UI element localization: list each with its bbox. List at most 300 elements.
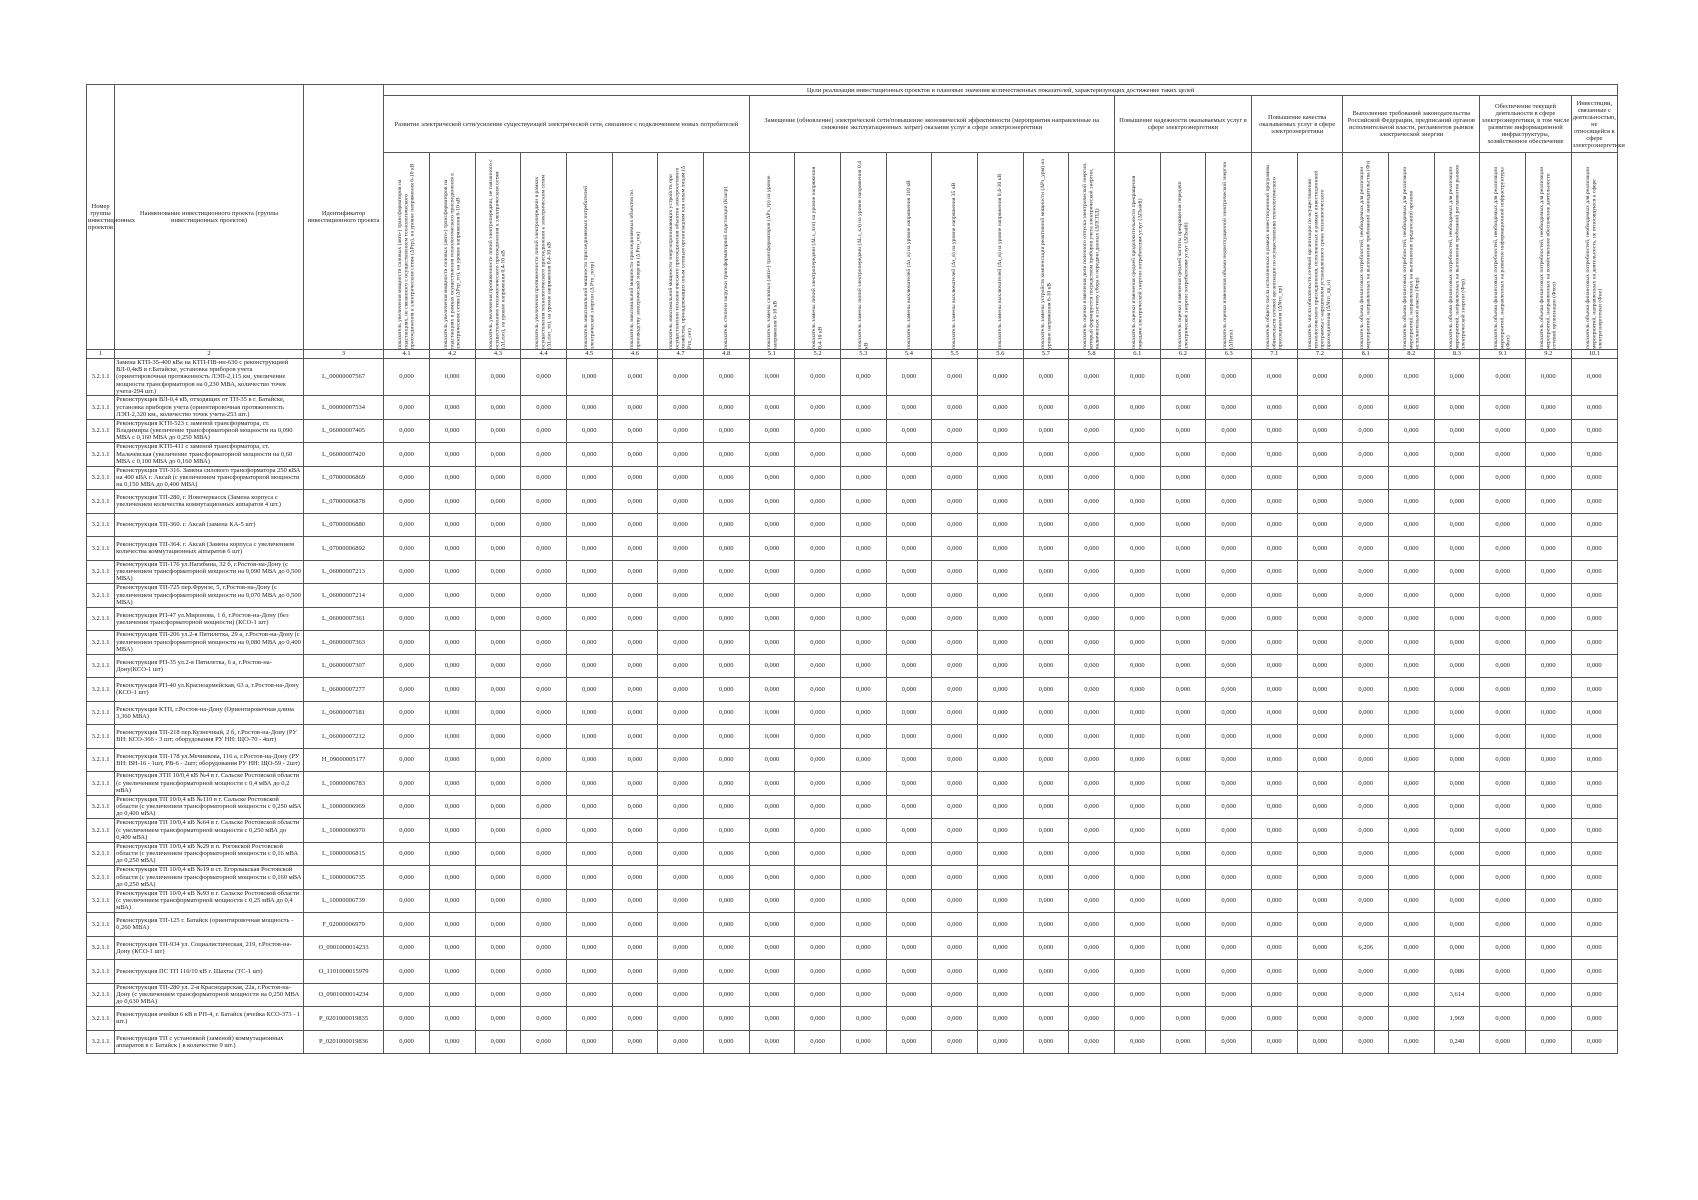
indicator-value-cell: 0,000 — [658, 513, 704, 537]
indicator-value-cell: 0,000 — [1069, 419, 1115, 443]
indicator-value-cell: 0,000 — [886, 631, 932, 655]
indicator-value-cell: 0,000 — [703, 889, 749, 913]
indicator-value-cell: 0,000 — [658, 748, 704, 772]
indicator-value-cell: 0,000 — [1297, 359, 1343, 396]
column-number: 5.5 — [932, 350, 978, 359]
indicator-value-cell: 0,000 — [749, 443, 795, 467]
indicator-value-cell: 0,000 — [429, 725, 475, 749]
indicator-value-cell: 0,000 — [703, 842, 749, 866]
indicator-value-cell: 0,000 — [612, 359, 658, 396]
indicator-value-cell: 0,000 — [1480, 654, 1526, 678]
indicator-value-cell: 0,000 — [749, 936, 795, 960]
indicator-value-cell: 0,000 — [1251, 537, 1297, 561]
indicator-value-cell: 0,000 — [977, 419, 1023, 443]
indicator-value-cell: 0,000 — [566, 490, 612, 514]
indicator-value-cell: 0,000 — [932, 396, 978, 420]
indicator-value-cell: 0,000 — [1206, 419, 1252, 443]
group-number-cell: 3.2.1.1 — [87, 607, 115, 631]
indicator-value-cell: 0,000 — [612, 560, 658, 584]
indicator-value-cell: 0,000 — [1069, 654, 1115, 678]
indicator-label: показатель замены линий электропередачи (ΔLз_кл) на уровне напряжения 0,4 кВ — [856, 161, 870, 349]
indicator-value-cell: 0,000 — [977, 584, 1023, 608]
indicator-value-cell: 0,000 — [1343, 748, 1389, 772]
indicator-value-cell: 0,000 — [1388, 866, 1434, 890]
goal-group-header: Обеспечение текущей деятельности в сфере электроэнергетики, в том числе развитие информационной инфраструктуры, хозяйственное обеспечение — [1480, 96, 1571, 153]
indicator-value-cell: 0,000 — [475, 842, 521, 866]
column-number: 5.6 — [977, 350, 1023, 359]
indicator-value-cell: 0,000 — [1160, 631, 1206, 655]
indicator-value-cell: 0,000 — [1023, 748, 1069, 772]
indicator-value-cell: 0,000 — [475, 607, 521, 631]
indicator-value-cell: 0,000 — [521, 819, 567, 843]
indicator-value-cell: 0,000 — [429, 654, 475, 678]
indicator-value-cell: 0,000 — [612, 513, 658, 537]
indicator-header — [429, 153, 475, 350]
indicator-value-cell: 0,000 — [612, 396, 658, 420]
indicator-value-cell: 0,000 — [612, 819, 658, 843]
indicator-value-cell: 0,000 — [1388, 960, 1434, 984]
indicator-value-cell: 0,000 — [1206, 725, 1252, 749]
indicator-value-cell: 0,000 — [429, 419, 475, 443]
project-name-cell: Реконструкция ТП-218 пер.Кузнечный, 2 б, г.Ростов-на-Дону (РУ ВН: КСО-366 - 3 шт; оборудования РУ НН: ЩО-70 - 4шт) — [115, 725, 304, 749]
indicator-value-cell: 0,000 — [1251, 443, 1297, 467]
indicator-value-cell: 0,000 — [475, 419, 521, 443]
indicator-value-cell: 0,000 — [977, 678, 1023, 702]
indicator-value-cell: 0,000 — [429, 913, 475, 937]
indicator-value-cell: 0,000 — [703, 936, 749, 960]
indicator-value-cell: 0,000 — [521, 359, 567, 396]
indicator-value-cell: 0,000 — [566, 654, 612, 678]
indicator-value-cell: 0,000 — [612, 960, 658, 984]
group-number-cell: 3.2.1.1 — [87, 819, 115, 843]
indicator-value-cell: 0,000 — [566, 513, 612, 537]
indicator-value-cell: 0,000 — [749, 490, 795, 514]
indicator-value-cell: 0,000 — [1526, 359, 1572, 396]
indicator-value-cell: 0,000 — [1069, 607, 1115, 631]
indicator-value-cell: 0,000 — [795, 889, 841, 913]
indicator-value-cell: 0,000 — [749, 537, 795, 561]
indicator-value-cell: 0,000 — [1388, 983, 1434, 1007]
group-number-cell: 3.2.1.1 — [87, 936, 115, 960]
indicator-value-cell: 0,000 — [1297, 913, 1343, 937]
indicator-value-cell: 0,000 — [475, 889, 521, 913]
indicator-value-cell: 0,000 — [384, 654, 430, 678]
indicator-value-cell: 0,000 — [429, 819, 475, 843]
table-row — [87, 960, 1618, 984]
indicator-value-cell: 0,000 — [1023, 607, 1069, 631]
indicator-value-cell: 0,000 — [1388, 560, 1434, 584]
indicator-value-cell: 0,000 — [1526, 772, 1572, 796]
column-number: 8.1 — [1343, 350, 1389, 359]
indicator-value-cell: 0,000 — [612, 913, 658, 937]
indicator-value-cell: 0,000 — [703, 983, 749, 1007]
project-name-cell: Реконструкция РП-40 ул.Красноармейская, 63 а, г.Ростов-на-Дону (КСО-1 шт) — [115, 678, 304, 702]
indicator-value-cell: 0,000 — [1251, 936, 1297, 960]
column-number: 5.7 — [1023, 350, 1069, 359]
indicator-value-cell: 0,000 — [1434, 560, 1480, 584]
investment-table-sheet — [86, 84, 1625, 1054]
indicator-value-cell: 0,000 — [932, 1007, 978, 1031]
indicator-value-cell: 0,000 — [1206, 795, 1252, 819]
indicator-label: показатель оценки изменения средней частоты прекращения передачи электрической энергии потребителям услуг (ΔПsaifi) — [1176, 181, 1189, 349]
indicator-value-cell: 0,000 — [1480, 359, 1526, 396]
table-row — [87, 443, 1618, 467]
indicator-value-cell: 1,969 — [1434, 1007, 1480, 1031]
indicator-value-cell: 0,000 — [384, 795, 430, 819]
indicator-value-cell: 0,000 — [1434, 842, 1480, 866]
indicator-value-cell: 0,000 — [1388, 490, 1434, 514]
indicator-value-cell: 0,000 — [475, 678, 521, 702]
indicator-value-cell: 0,000 — [1251, 513, 1297, 537]
indicator-value-cell: 0,000 — [1023, 1030, 1069, 1054]
indicator-value-cell: 0,000 — [749, 1007, 795, 1031]
indicator-value-cell: 0,000 — [749, 819, 795, 843]
project-id-cell: O_1101000015979 — [303, 960, 383, 984]
group-number-cell: 3.2.1.1 — [87, 678, 115, 702]
indicator-value-cell: 0,000 — [1480, 819, 1526, 843]
indicator-value-cell: 0,000 — [1480, 419, 1526, 443]
project-name-cell: Реконструкция ТП-176 ул.Нагибина, 32 б, г.Ростов-на-Дону (с увеличением трансформаторной мощности на 0,090 МВА до 0,500 МВА) — [115, 560, 304, 584]
indicator-value-cell: 0,000 — [475, 725, 521, 749]
project-id-cell: L_10000006735 — [303, 866, 383, 890]
indicator-value-cell: 0,000 — [886, 819, 932, 843]
indicator-value-cell: 0,000 — [749, 889, 795, 913]
indicator-value-cell: 0,000 — [749, 842, 795, 866]
column-number: 8.3 — [1434, 350, 1480, 359]
indicator-value-cell: 0,000 — [1206, 443, 1252, 467]
indicator-value-cell: 0,000 — [1434, 396, 1480, 420]
indicator-value-cell: 0,000 — [1343, 631, 1389, 655]
indicator-value-cell: 0,000 — [1388, 701, 1434, 725]
indicator-value-cell: 0,000 — [612, 466, 658, 490]
indicator-value-cell: 0,000 — [1526, 1030, 1572, 1054]
indicator-value-cell: 0,000 — [475, 866, 521, 890]
table-row — [87, 560, 1618, 584]
indicator-value-cell: 0,000 — [1388, 607, 1434, 631]
indicator-value-cell: 0,000 — [932, 960, 978, 984]
indicator-header — [1251, 153, 1297, 350]
indicator-value-cell: 0,000 — [1160, 748, 1206, 772]
indicator-value-cell: 0,000 — [475, 960, 521, 984]
indicator-value-cell: 0,000 — [1480, 936, 1526, 960]
indicator-value-cell: 0,000 — [1023, 560, 1069, 584]
column-number: 9.2 — [1526, 350, 1572, 359]
indicator-value-cell: 0,000 — [1251, 631, 1297, 655]
indicator-value-cell: 0,000 — [840, 983, 886, 1007]
indicator-value-cell: 0,000 — [429, 772, 475, 796]
group-number-cell: 3.2.1.1 — [87, 654, 115, 678]
indicator-value-cell: 0,000 — [1343, 795, 1389, 819]
group-number-cell: 3.2.1.1 — [87, 960, 115, 984]
indicator-value-cell: 0,000 — [795, 490, 841, 514]
indicator-value-cell: 0,000 — [1160, 419, 1206, 443]
indicator-value-cell: 0,000 — [886, 866, 932, 890]
indicator-value-cell: 0,000 — [521, 725, 567, 749]
indicator-label: показатель замены силовых (авто-) трансформаторов (ΔPз_тр) на уровне напряжения 6-10 кВ — [765, 175, 778, 349]
indicator-value-cell: 0,000 — [658, 631, 704, 655]
indicator-value-cell: 0,000 — [795, 701, 841, 725]
group-number-header: Номер группы инвестиционных проектов — [87, 85, 115, 350]
indicator-value-cell: 0,000 — [1160, 560, 1206, 584]
indicator-value-cell: 0,000 — [1343, 359, 1389, 396]
indicator-value-cell: 0,000 — [1069, 889, 1115, 913]
indicator-value-cell: 0,000 — [1251, 466, 1297, 490]
indicator-value-cell: 0,000 — [977, 654, 1023, 678]
group-number-cell: 3.2.1.1 — [87, 701, 115, 725]
indicator-value-cell: 0,000 — [521, 795, 567, 819]
indicator-value-cell: 0,000 — [1114, 654, 1160, 678]
table-row — [87, 607, 1618, 631]
indicator-value-cell: 0,000 — [1343, 983, 1389, 1007]
indicator-value-cell: 0,000 — [1571, 701, 1617, 725]
indicator-header — [1343, 153, 1389, 350]
indicator-value-cell: 0,000 — [1480, 960, 1526, 984]
indicator-value-cell: 0,000 — [1160, 866, 1206, 890]
indicator-value-cell: 0,000 — [795, 960, 841, 984]
indicator-value-cell: 0,000 — [1206, 396, 1252, 420]
indicator-value-cell: 0,000 — [1297, 842, 1343, 866]
indicator-value-cell: 0,000 — [429, 936, 475, 960]
indicator-value-cell: 0,000 — [1434, 631, 1480, 655]
indicator-value-cell: 0,000 — [977, 537, 1023, 561]
indicator-value-cell: 0,000 — [795, 1030, 841, 1054]
indicator-value-cell: 0,000 — [932, 866, 978, 890]
indicator-value-cell: 0,000 — [840, 889, 886, 913]
indicator-value-cell: 0,000 — [1023, 913, 1069, 937]
indicator-value-cell: 0,000 — [1571, 359, 1617, 396]
indicator-value-cell: 0,000 — [566, 560, 612, 584]
indicator-value-cell: 0,000 — [886, 1007, 932, 1031]
indicator-value-cell: 0,000 — [658, 701, 704, 725]
indicator-value-cell: 0,000 — [1571, 819, 1617, 843]
indicator-value-cell: 0,000 — [1480, 772, 1526, 796]
indicator-value-cell: 0,000 — [566, 701, 612, 725]
indicator-value-cell: 0,000 — [703, 678, 749, 702]
indicator-value-cell: 0,000 — [932, 913, 978, 937]
indicator-value-cell: 0,000 — [1571, 419, 1617, 443]
indicator-value-cell: 0,000 — [658, 795, 704, 819]
indicator-value-cell: 0,000 — [1023, 725, 1069, 749]
indicator-value-cell: 0,000 — [1206, 466, 1252, 490]
indicator-value-cell: 0,000 — [1388, 513, 1434, 537]
indicator-value-cell: 0,000 — [1571, 513, 1617, 537]
indicator-value-cell: 0,000 — [1526, 1007, 1572, 1031]
indicator-value-cell: 0,000 — [384, 842, 430, 866]
group-number-cell: 3.2.1.1 — [87, 748, 115, 772]
indicator-value-cell: 0,000 — [1526, 795, 1572, 819]
indicator-value-cell: 0,000 — [932, 654, 978, 678]
indicator-value-cell: 0,000 — [1526, 584, 1572, 608]
indicator-value-cell: 0,000 — [1480, 396, 1526, 420]
indicator-value-cell: 0,000 — [840, 772, 886, 796]
column-number: 9.1 — [1480, 350, 1526, 359]
indicator-value-cell: 0,000 — [612, 701, 658, 725]
project-id-cell: L_10000006970 — [303, 819, 383, 843]
indicator-value-cell: 0,000 — [566, 936, 612, 960]
group-number-cell: 3.2.1.1 — [87, 1030, 115, 1054]
indicator-value-cell: 0,000 — [1160, 795, 1206, 819]
indicator-value-cell: 0,000 — [612, 1007, 658, 1031]
indicator-value-cell: 0,000 — [1388, 772, 1434, 796]
indicator-value-cell: 0,000 — [795, 983, 841, 1007]
indicator-value-cell: 0,000 — [1297, 584, 1343, 608]
indicator-label: показатель объема финансовых потребностей, необходимых для реализации мероприятий, направленных на выполнение требований законодательства (Фз) — [1359, 160, 1372, 349]
indicator-value-cell: 0,000 — [1571, 889, 1617, 913]
indicator-value-cell: 0,000 — [1571, 936, 1617, 960]
indicator-value-cell: 0,000 — [1480, 607, 1526, 631]
indicator-value-cell: 0,000 — [795, 654, 841, 678]
indicator-value-cell: 0,000 — [1480, 866, 1526, 890]
indicator-value-cell: 0,000 — [703, 396, 749, 420]
indicator-value-cell: 0,000 — [840, 725, 886, 749]
indicator-value-cell: 0,000 — [384, 748, 430, 772]
indicator-value-cell: 0,000 — [932, 490, 978, 514]
indicator-label: показатель максимальной мощности энергопринимающих устройств при осуществлении технологического присоединения объектов электросетевого хозяйства, принадлежащих иным сетевым организациям или иным лицам (Δ Ртп_сет) — [667, 166, 693, 349]
indicator-value-cell: 0,000 — [521, 654, 567, 678]
indicator-value-cell: 0,000 — [658, 560, 704, 584]
indicator-label: показатель общего числа исполненных в рамках инвестиционной программы обязательств сетевой организации по осуществлению технологического присоединения (ΔNтп_пр) — [1264, 164, 1284, 349]
indicator-value-cell: 0,000 — [521, 748, 567, 772]
indicator-value-cell: 0,000 — [1571, 795, 1617, 819]
indicator-value-cell: 0,000 — [1160, 842, 1206, 866]
indicator-value-cell: 0,000 — [612, 842, 658, 866]
indicator-value-cell: 0,000 — [1160, 678, 1206, 702]
indicator-value-cell: 0,000 — [1526, 466, 1572, 490]
indicator-value-cell: 0,000 — [1114, 537, 1160, 561]
indicator-value-cell: 0,000 — [1343, 513, 1389, 537]
indicator-value-cell: 0,000 — [1160, 936, 1206, 960]
indicator-value-cell: 0,000 — [840, 466, 886, 490]
indicator-value-cell: 0,000 — [932, 631, 978, 655]
indicator-label: показатель увеличения протяженности линий электропередачи в рамках осуществления технологического присоединения к электрическим сетям (ΔLлэп_тп), на уровне напряжения 0,4-10 кВ — [534, 174, 553, 349]
indicator-value-cell: 0,000 — [977, 466, 1023, 490]
project-id-cell: L_07000006869 — [303, 466, 383, 490]
indicator-value-cell: 0,000 — [1206, 701, 1252, 725]
indicator-value-cell: 0,000 — [658, 466, 704, 490]
indicator-value-cell: 0,000 — [1343, 584, 1389, 608]
indicator-value-cell: 0,000 — [1571, 748, 1617, 772]
indicator-value-cell: 0,000 — [795, 725, 841, 749]
indicator-value-cell: 0,000 — [886, 359, 932, 396]
indicator-value-cell: 0,000 — [1069, 631, 1115, 655]
indicator-value-cell: 0,000 — [1251, 913, 1297, 937]
indicator-value-cell: 0,000 — [658, 866, 704, 890]
indicator-value-cell: 0,000 — [1069, 819, 1115, 843]
indicator-value-cell: 0,000 — [384, 1030, 430, 1054]
indicator-value-cell: 0,000 — [1480, 889, 1526, 913]
indicator-value-cell: 0,000 — [612, 419, 658, 443]
indicator-value-cell: 0,000 — [1480, 1007, 1526, 1031]
indicator-value-cell: 0,000 — [1526, 913, 1572, 937]
indicator-value-cell: 0,000 — [886, 419, 932, 443]
indicator-value-cell: 0,000 — [1160, 396, 1206, 420]
indicator-header — [1297, 153, 1343, 350]
indicator-value-cell: 0,000 — [1114, 466, 1160, 490]
indicator-value-cell: 0,000 — [840, 443, 886, 467]
indicator-value-cell: 0,000 — [521, 842, 567, 866]
indicator-value-cell: 0,000 — [1206, 889, 1252, 913]
indicator-value-cell: 0,000 — [977, 748, 1023, 772]
indicator-header — [566, 153, 612, 350]
indicator-value-cell: 0,000 — [1343, 819, 1389, 843]
project-name-cell: Реконструкция ТП 10/0,4 кВ №64 в г. Сальске Ростовской области (с увеличением трансформаторной мощности с 0,250 мВА до 0,400 мВА) — [115, 819, 304, 843]
indicator-value-cell: 0,000 — [1526, 419, 1572, 443]
indicator-value-cell: 0,000 — [429, 842, 475, 866]
indicator-value-cell: 0,000 — [932, 1030, 978, 1054]
indicator-value-cell: 0,000 — [1571, 960, 1617, 984]
indicator-value-cell: 0,000 — [886, 889, 932, 913]
indicator-value-cell: 0,000 — [1526, 560, 1572, 584]
indicator-value-cell: 0,000 — [1434, 701, 1480, 725]
indicator-value-cell: 0,000 — [932, 983, 978, 1007]
indicator-value-cell: 0,000 — [749, 866, 795, 890]
indicator-value-cell: 0,000 — [521, 607, 567, 631]
indicator-label: показатель объема финансовых потребностей, необходимых для реализации мероприятий, направленных на выполнение требований регламентов рынков электрической энергии (Фтр) — [1447, 165, 1467, 349]
indicator-value-cell: 0,000 — [1571, 654, 1617, 678]
indicator-value-cell: 0,000 — [1526, 490, 1572, 514]
indicator-value-cell: 0,000 — [1388, 795, 1434, 819]
indicator-value-cell: 0,000 — [749, 960, 795, 984]
indicator-value-cell: 0,000 — [1114, 443, 1160, 467]
project-name-cell: Реконструкция ЗТП 10/0,4 кВ №4 в г. Сальске Ростовской области (с увеличением трансформаторной мощности с 0,4 мВА до 0,2 мВА) — [115, 772, 304, 796]
project-id-cell: L_06000007361 — [303, 607, 383, 631]
indicator-value-cell: 0,000 — [1069, 866, 1115, 890]
indicator-header — [795, 153, 841, 350]
indicator-value-cell: 0,000 — [566, 819, 612, 843]
indicator-value-cell: 0,000 — [475, 748, 521, 772]
indicator-value-cell: 0,000 — [658, 537, 704, 561]
indicator-value-cell: 0,000 — [1206, 654, 1252, 678]
column-number: 10.1 — [1571, 350, 1617, 359]
indicator-value-cell: 0,000 — [429, 960, 475, 984]
indicator-value-cell: 0,000 — [521, 1007, 567, 1031]
indicator-value-cell: 0,000 — [1023, 490, 1069, 514]
indicator-value-cell: 0,000 — [658, 983, 704, 1007]
indicator-value-cell: 0,000 — [1160, 359, 1206, 396]
indicator-value-cell: 0,000 — [612, 654, 658, 678]
indicator-value-cell: 0,000 — [1571, 842, 1617, 866]
indicator-value-cell: 0,000 — [1571, 866, 1617, 890]
column-number: 5.1 — [749, 350, 795, 359]
indicator-value-cell: 0,000 — [1023, 466, 1069, 490]
indicator-value-cell: 0,000 — [658, 419, 704, 443]
table-row — [87, 748, 1618, 772]
indicator-value-cell: 0,000 — [840, 560, 886, 584]
indicator-label: показатель увеличения мощности силовых (авто-) трансформаторов на подстанциях в рамках осуществления технологического присоединения к электрическим сетям (ΔPтр_тп), на уровне напряжения 6-10 кВ — [442, 173, 462, 349]
table-row — [87, 490, 1618, 514]
table-row — [87, 396, 1618, 420]
indicator-label: показатель увеличения протяженности линий электропередачи, не связанного с осуществлением технологического присоединения к электрическим сетям (ΔLлэп), на уровне напряжения 0,4-10 кВ — [488, 159, 508, 349]
indicator-value-cell: 0,000 — [429, 795, 475, 819]
indicator-value-cell: 0,000 — [932, 537, 978, 561]
indicator-value-cell: 0,000 — [1114, 701, 1160, 725]
indicator-value-cell: 0,000 — [1069, 466, 1115, 490]
indicator-value-cell: 0,240 — [1434, 1030, 1480, 1054]
indicator-value-cell: 0,000 — [1114, 936, 1160, 960]
indicator-value-cell: 0,000 — [658, 913, 704, 937]
indicator-value-cell: 0,000 — [1114, 842, 1160, 866]
indicator-value-cell: 0,000 — [521, 560, 567, 584]
indicator-value-cell: 0,000 — [1343, 960, 1389, 984]
indicator-value-cell: 0,000 — [886, 537, 932, 561]
indicator-value-cell: 0,000 — [658, 725, 704, 749]
indicator-value-cell: 0,000 — [566, 1030, 612, 1054]
goals-title-header: Цели реализации инвестиционных проектов и плановые значения количественных показателей, характеризующих достижение таких целей — [384, 85, 1618, 96]
indicator-value-cell: 0,000 — [932, 842, 978, 866]
indicator-label: показатель объема финансовых потребностей, необходимых для реализации мероприятий, направленных на развитие информационной инфраструктуры (Фит) — [1493, 166, 1512, 349]
indicator-header — [1114, 153, 1160, 350]
indicator-value-cell: 0,000 — [1571, 725, 1617, 749]
